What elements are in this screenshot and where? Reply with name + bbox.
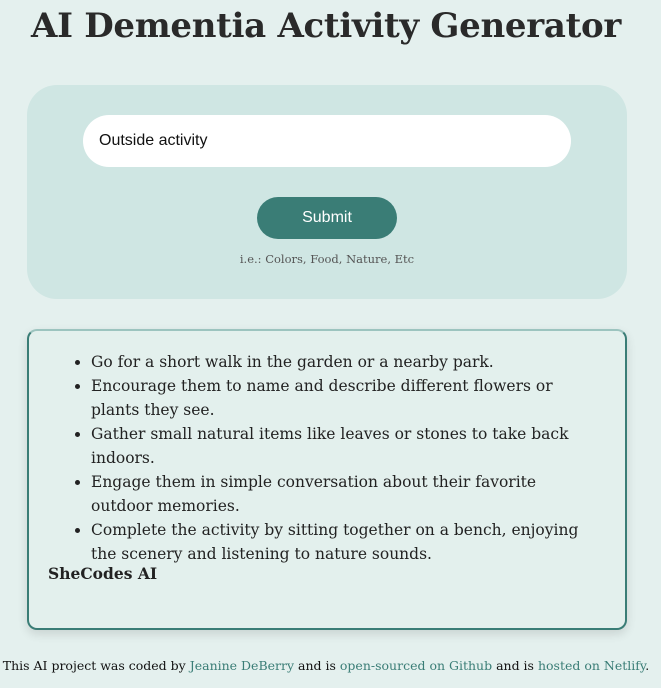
activity-search-input[interactable] — [83, 115, 571, 167]
footer-text: and is — [492, 658, 538, 673]
activity-result-panel — [27, 329, 627, 630]
list-item: • Complete the activity by sitting together on a bench, enjoying the scenery and listening to nature sounds. — [91, 518, 591, 566]
list-item: • Go for a short walk in the garden or a nearby park. — [91, 350, 591, 374]
footer-text: This AI project was coded by — [2, 658, 190, 673]
submit-button[interactable]: Submit — [257, 197, 397, 239]
footer-text: and is — [294, 658, 340, 673]
list-item: • Gather small natural items like leaves or stones to take back indoors. — [91, 422, 591, 470]
ai-signature: SheCodes AI — [48, 564, 158, 583]
footer-text: . — [645, 658, 650, 673]
activity-list — [91, 350, 591, 566]
list-item: • Encourage them to name and describe different flowers or plants they see. — [91, 374, 591, 422]
netlify-link[interactable]: hosted on Netlify — [537, 658, 646, 673]
input-hint: i.e.: Colors, Food, Nature, Etc — [239, 252, 415, 266]
search-form — [27, 85, 627, 299]
page-title: AI Dementia Activity Generator — [31, 6, 621, 46]
author-link[interactable]: Jeanine DeBerry — [189, 658, 295, 673]
list-item: • Engage them in simple conversation about their favorite outdoor memories. — [91, 470, 591, 518]
footer — [0, 658, 652, 673]
github-link[interactable]: open-sourced on Github — [339, 658, 493, 673]
